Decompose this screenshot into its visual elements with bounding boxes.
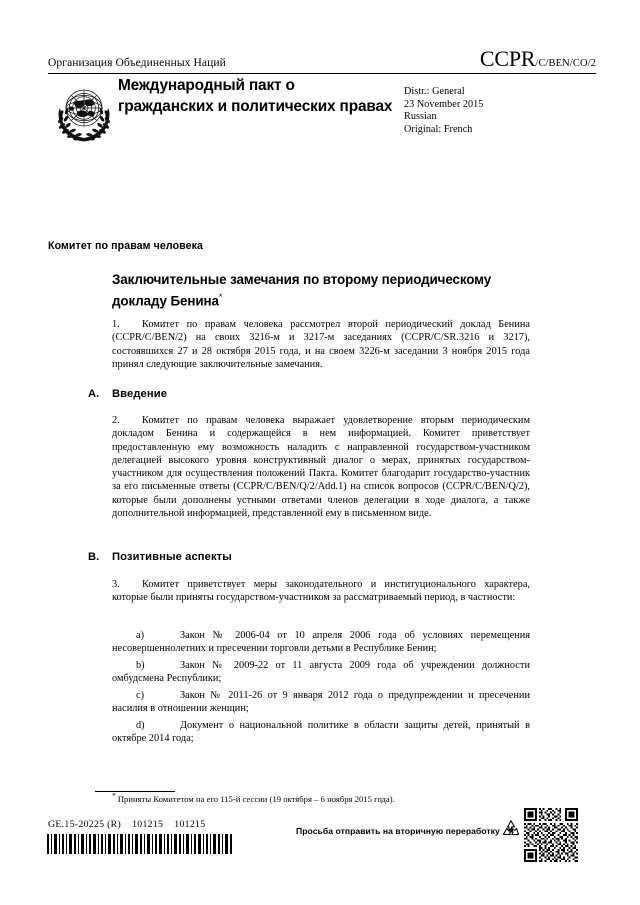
distr-date: 23 November 2015 — [404, 98, 484, 110]
treaty-name: Международный пакт о гражданских и политических правах — [118, 77, 393, 115]
list-item-b — [112, 659, 530, 686]
section-a-title: Введение — [112, 388, 168, 400]
list-item-c-letter: c) — [136, 690, 145, 701]
list-item-a-letter: a) — [136, 630, 145, 641]
list-item-d-letter: d) — [136, 720, 145, 731]
section-a — [88, 388, 528, 400]
paragraph-3-text: Комитет приветствует меры законодательного и институционального характера, которые были приняты государством-участником за рассматриваемый период, в частности: — [112, 579, 530, 604]
paragraph-3-number: 3. — [112, 579, 120, 590]
qr-code — [524, 808, 578, 862]
paragraph-1-number: 1. — [112, 319, 120, 330]
list-item-d-text: Документ о национальной политике в области защиты детей, принятый в октябре 2014 года; — [112, 720, 530, 745]
list-item-a — [112, 629, 530, 656]
list-item-d — [112, 719, 530, 746]
list-item-c — [112, 689, 530, 716]
un-emblem-icon — [50, 80, 118, 144]
title-footnote-marker: * — [218, 291, 223, 302]
masthead — [48, 48, 596, 74]
footnote-marker: * — [112, 791, 116, 800]
masthead-rule — [48, 73, 596, 74]
distribution-block — [404, 86, 594, 136]
distr-original: Original: French — [404, 123, 473, 135]
recycle-icon — [500, 818, 522, 840]
section-b-label: B. — [88, 551, 100, 563]
distr-line: Distr.: General — [404, 86, 465, 97]
barcode — [47, 834, 233, 854]
committee-heading: Комитет по правам человека — [48, 240, 203, 252]
recycle-text: Просьба отправить на вторичную переработку — [296, 826, 500, 836]
paragraph-2-text: Комитет по правам человека выражает удовлетворение вторым периодическим докладом Бенина и содержащейся в нем информацией. Комитет приветствует предоставленную ему возможность наладить с направленной государством-участником делегацией высокого уровня конструктивный диалог о мерах, принятых государством-участником для осуществления положений Пакта. Комитет благодарит государство-участник за его письменные ответы (CCPR/C/BEN/Q/2/Add.1) на список вопросов (CCPR/C/BEN/Q/2), которые были дополнены устными ответами членов делегации в ходе диалога, а также дополнительной информацией, представленной ему в письменном виде. — [112, 415, 530, 520]
section-a-label: A. — [88, 388, 100, 400]
organization-name: Организация Объединенных Наций — [48, 57, 226, 69]
list-item-b-letter: b) — [136, 660, 145, 671]
paragraph-1 — [112, 318, 530, 371]
page-title — [112, 271, 530, 309]
distr-language: Russian — [404, 111, 437, 123]
paragraph-2 — [112, 414, 530, 520]
document-symbol-suffix: /C/BEN/CO/2 — [535, 58, 596, 69]
paragraph-1-text: Комитет по правам человека рассмотрел второй периодический доклад Бенина (CCPR/C/BEN/2) на своих 3216-м и 3217-м заседаниях (CCPR/C/SR.3216 и 3217), состоявшихся 27 и 28 октября 2015 года, и на своем 3226-м заседании 3 ноября 2015 года принял следующие заключительные замечания. — [112, 319, 530, 370]
footnote — [112, 790, 532, 805]
section-b-title: Позитивные аспекты — [112, 551, 232, 563]
footnote-text: Приняты Комитетом на его 115-й сессии (19 октября – 6 ноября 2015 года). — [117, 793, 395, 804]
list-item-c-text: Закон № 2011-26 от 9 января 2012 года о предупреждении и пресечении насилия в отношении женщин; — [112, 690, 530, 715]
paragraph-2-number: 2. — [112, 415, 120, 426]
section-b — [88, 551, 528, 563]
job-number: GE.15-20225 (R) 101215 101215 — [48, 819, 206, 830]
title-band — [48, 78, 596, 156]
paragraph-3 — [112, 578, 530, 605]
list-item-a-text: Закон № 2006-04 от 10 апреля 2006 года об условиях перемещения несовершеннолетних и пресечении торговли детьми в Республике Бенин; — [112, 630, 530, 655]
page-title-text: Заключительные замечания по второму периодическому докладу Бенина — [112, 272, 492, 308]
document-symbol — [480, 48, 596, 70]
list-item-b-text: Закон № 2009-22 от 11 августа 2009 года об учреждении должности омбудсмена Республики; — [112, 660, 530, 685]
document-symbol-main: CCPR — [479, 46, 536, 71]
